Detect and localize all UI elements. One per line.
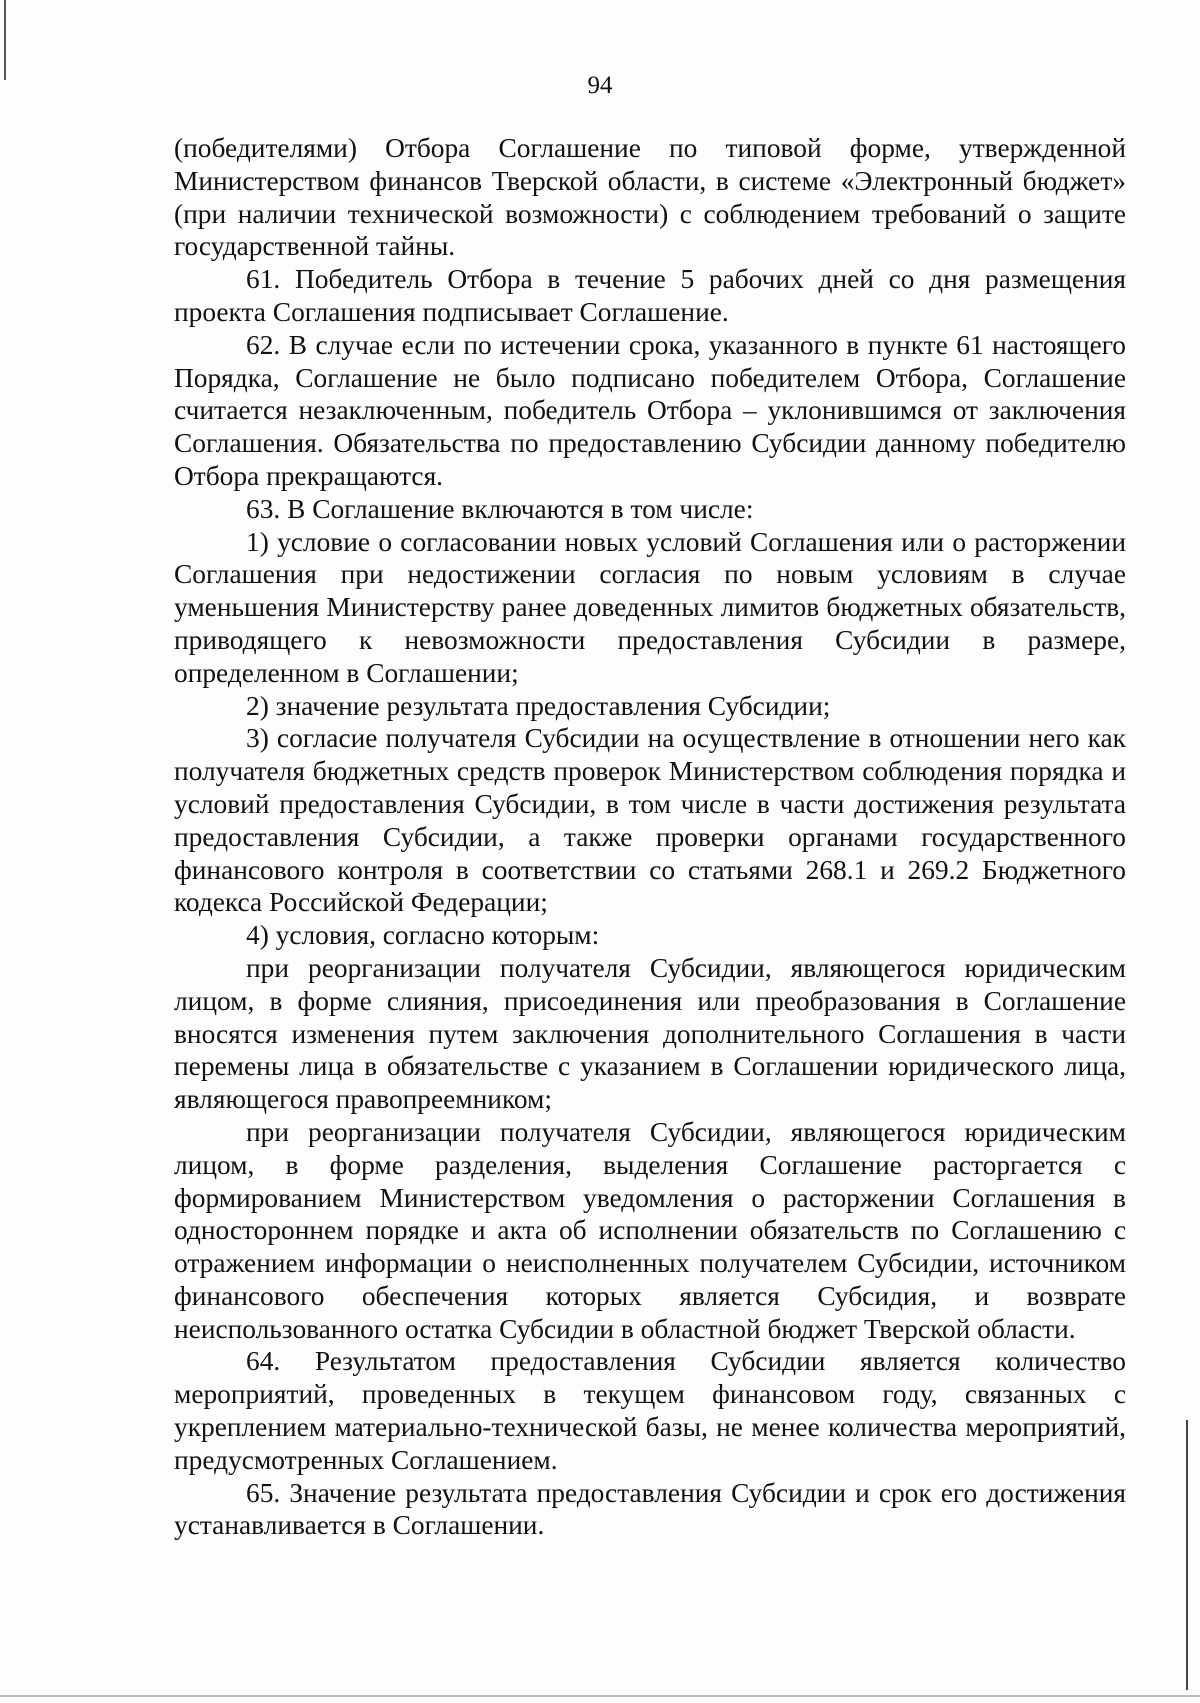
page-number: 94 <box>587 72 613 99</box>
paragraph-63-item-4-division: при реорганизации получателя Субсидии, являющегося юридическим лицом, в форме разделения, выделения Соглашение расторгается с формированием Министерством уведомления о расторжении Соглашения в одностороннем порядке и акта об исполнении обязательств по Соглашению с отражением информации о неисполненных получателем Субсидии, источником финансового обеспечения которых является Субсидия, и возврате неиспользованного остатка Субсидии в областной бюджет Тверской области. <box>174 1116 1126 1344</box>
paragraph-continuation: (победителями) Отбора Соглашение по типовой форме, утвержденной Министерством финансов Тверской области, в системе «Электронный бюджет» (при наличии технической возможности) с соблюдением требований о защите государственной тайны. <box>174 133 1126 262</box>
paragraph-65: 65. Значение результата предоставления Субсидии и срок его достижения устанавливается в Соглашении. <box>174 1477 1126 1541</box>
paragraph-62: 62. В случае если по истечении срока, указанного в пункте 61 настоящего Порядка, Соглашение не было подписано победителем Отбора, Соглашение считается незаключенным, победитель Отбора – уклонившимся от заключения Соглашения. Обязательства по предоставлению Субсидии данному победителю Отбора прекращаются. <box>174 329 1126 491</box>
paragraph-63-item-4: 4) условия, согласно которым: <box>246 920 600 951</box>
paragraph-64: 64. Результатом предоставления Субсидии является количество мероприятий, проведенных в текущем финансовом году, связанных с укреплением материально-технической базы, не менее количества мероприятий, предусмотренных Соглашением. <box>174 1346 1126 1475</box>
paragraph-63-item-3: 3) согласие получателя Субсидии на осуществление в отношении него как получателя бюджетных средств проверок Министерством соблюдения порядка и условий предоставления Субсидии, в том числе в части достижения результата предоставления Субсидии, а также проверки органами государственного финансового контроля в соответствии со статьями 268.1 и 269.2 Бюджетного кодекса Российской Федерации; <box>174 723 1126 918</box>
scan-edge-left <box>4 0 6 80</box>
paragraph-63-item-2: 2) значение результата предоставления Субсидии; <box>246 690 831 721</box>
paragraph-63-item-1: 1) условие о согласовании новых условий Соглашения или о расторжении Соглашения при недостижении согласия по новым условиям в случае уменьшения Министерству ранее доведенных лимитов бюджетных обязательств, приводящего к невозможности предоставления Субсидии в размере, определенном в Соглашении; <box>174 526 1126 688</box>
paragraph-63: 63. В Соглашение включаются в том числе: <box>246 493 754 524</box>
paragraph-63-item-4-merger: при реорганизации получателя Субсидии, являющегося юридическим лицом, в форме слияния, присоединения или преобразования в Соглашение вносятся изменения путем заключения дополнительного Соглашения в части перемены лица в обязательстве с указанием в Соглашении юридического лица, являющегося правопреемником; <box>174 952 1126 1115</box>
paragraph-61: 61. Победитель Отбора в течение 5 рабочих дней со дня размещения проекта Соглашения подписывает Соглашение. <box>174 264 1126 327</box>
document-body <box>174 132 1126 1542</box>
scan-edge-right <box>1186 1420 1188 1690</box>
scan-edge-bottom <box>0 1695 1200 1697</box>
